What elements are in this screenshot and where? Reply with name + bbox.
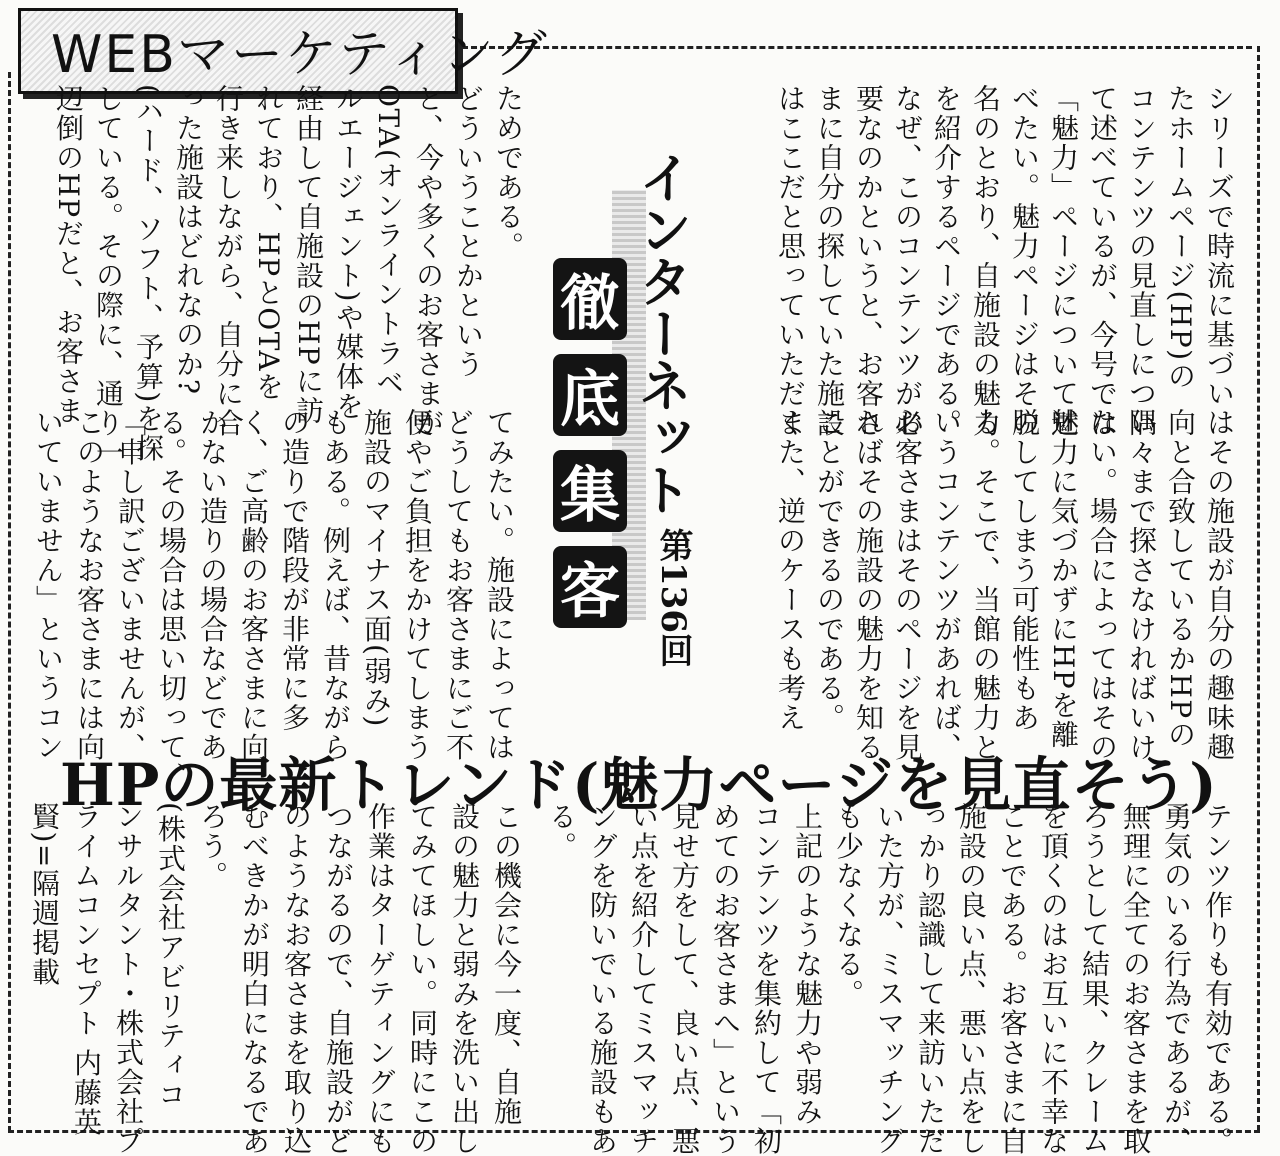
text-column: むべきかが明白になるであ	[238, 802, 271, 1156]
text-column: 勇気のいる行為であるが、	[1160, 802, 1193, 1156]
text-column: 作業はターゲティングにも	[364, 802, 397, 1156]
text-column: テンツ作りも有効である。	[1201, 802, 1234, 1156]
series-title-kanji	[553, 258, 631, 644]
text-column: なぜ、このコンテンツが必	[891, 84, 924, 438]
text-column: を頂くのはお互いに不幸な	[1037, 802, 1070, 1156]
text-column: ればその施設の魅力を知る	[852, 408, 885, 762]
text-column: かない造りの場合などであ	[196, 408, 229, 762]
text-column: ングを防いでいる施設もあ	[586, 802, 619, 1156]
text-column: ろう。	[196, 802, 229, 891]
text-column: 見せ方をして、良い点、悪	[668, 802, 701, 1156]
text-column: 設の魅力と弱みを洗い出し	[448, 802, 481, 1156]
text-column: (ハード、ソフト、予算)を探	[132, 84, 165, 463]
text-column: この機会に今一度、自施	[490, 802, 523, 1127]
text-column: を紹介するページである。	[930, 84, 963, 438]
text-column: もある。例えば、昔ながら	[319, 408, 352, 762]
text-column: のようなお客さまを取り込	[280, 802, 313, 1156]
text-column: れており、HPとOTAを	[252, 84, 285, 402]
text-column: る。	[545, 802, 578, 861]
text-column: どういうことかという	[452, 84, 485, 379]
text-column: っかり認識して来訪いただ	[914, 802, 947, 1156]
text-column: ことができるのである。	[813, 408, 846, 733]
corner-label	[18, 8, 549, 94]
series-kanji-char: 客	[553, 546, 627, 628]
series-kanji-char: 徹	[553, 258, 627, 340]
series-title-kana: インターネット	[630, 150, 693, 514]
text-column: てみたい。施設によっては	[483, 408, 516, 762]
text-column: コンテンツを集約して「初	[750, 802, 783, 1156]
text-column: また、逆のケースも考え	[774, 408, 807, 733]
series-kanji-char: 集	[553, 450, 627, 532]
text-column: てみてほしい。同時にこの	[406, 802, 439, 1156]
text-column: 脱してしまう可能性もあ	[1008, 408, 1041, 733]
text-column: 「申し訳ございませんが、	[114, 408, 147, 762]
text-column: る。そこで、当館の魅力と	[969, 408, 1002, 762]
text-column: て述べているが、今号では	[1086, 84, 1119, 438]
series-kanji-char: 底	[553, 354, 627, 436]
text-column: いた方が、ミスマッチング	[873, 802, 906, 1156]
text-column: の造りで階段が非常に多	[278, 408, 311, 733]
text-column: ンサルタント・株式会社プ	[112, 802, 145, 1156]
text-column: はここだと思っていただく	[774, 84, 807, 438]
frame-left-border	[8, 72, 11, 1132]
text-column: 施設のマイナス面(弱み)	[360, 408, 393, 728]
text-column: ためである。	[492, 84, 525, 261]
text-column: めてのお客さまへ」という	[709, 802, 742, 1156]
text-column: まに自分の探していた施設	[813, 84, 846, 438]
text-column: ライムコンセプト 内藤英	[70, 802, 103, 1137]
text-column: たホームページ(HP)の	[1164, 84, 1197, 392]
text-column: している。その際に、通り一	[92, 84, 125, 468]
text-column: る。その場合は思い切って、	[155, 408, 188, 792]
text-column: シリーズで時流に基づい	[1203, 84, 1236, 409]
text-column: った施設はどれなのか?	[172, 84, 205, 396]
text-column: 行き来しながら、自分に合	[212, 84, 245, 438]
text-column: どうしてもお客さまにご不	[442, 408, 475, 762]
frame-right-border	[1257, 46, 1260, 1131]
text-column: 辺倒のHPだと、お客さま	[52, 84, 85, 426]
text-column: いうコンテンツがあれば、	[930, 408, 963, 762]
text-column: (株式会社アビリティコ	[154, 802, 187, 1110]
text-column: いていません」というコン	[32, 408, 65, 762]
frame-top-border	[462, 46, 1252, 49]
text-column: ことである。お客さまに自	[996, 802, 1029, 1156]
text-column: コンテンツの見直しについ	[1125, 84, 1158, 438]
text-column: 上記のような魅力や弱み	[791, 802, 824, 1127]
text-column: 経由して自施設のHPに訪	[292, 84, 325, 426]
text-column: ルエージェント)や媒体を	[332, 84, 365, 421]
headline: HPの最新トレンド(魅力ページを見直そう)	[60, 751, 1218, 819]
text-column: はその施設が自分の趣味趣	[1203, 408, 1236, 762]
corner-label-text: WEBマーケティング	[51, 25, 549, 85]
text-column: つながるので、自施設がど	[322, 802, 355, 1156]
text-column: 無理に全てのお客さまを取	[1119, 802, 1152, 1156]
text-column: 向と合致しているかHPの	[1164, 408, 1197, 750]
text-column: 施設の良い点、悪い点をし	[955, 802, 988, 1156]
text-column: 「魅力」ページについて述	[1047, 84, 1080, 438]
text-column: ろうとして結果、クレーム	[1078, 802, 1111, 1156]
text-column: OTA(オンライントラベ	[372, 84, 405, 398]
text-column: 名のとおり、自施設の魅力	[969, 84, 1002, 438]
text-column: このようなお客さまには向	[73, 408, 106, 762]
text-column: 便やご負担をかけてしまう	[401, 408, 434, 762]
text-column: お客さまはそのページを見	[891, 408, 924, 762]
text-column: い点を紹介してミスマッチ	[627, 802, 660, 1156]
text-column: べたい。魅力ページはその	[1008, 84, 1041, 438]
episode-number: 第136回	[653, 528, 693, 667]
text-column: と、今や多くのお客さまが	[412, 84, 445, 438]
text-column: 隅々まで探さなければいけ	[1125, 408, 1158, 762]
text-column: ない。場合によってはその	[1086, 408, 1119, 762]
text-column: も少なくなる。	[832, 802, 865, 1009]
text-column: く、ご高齢のお客さまに向	[237, 408, 270, 762]
text-column: 賢)=隔週掲載	[28, 802, 61, 987]
text-column: 魅力に気づかずにHPを離	[1047, 408, 1080, 750]
text-column: 要なのかというと、お客さ	[852, 84, 885, 438]
